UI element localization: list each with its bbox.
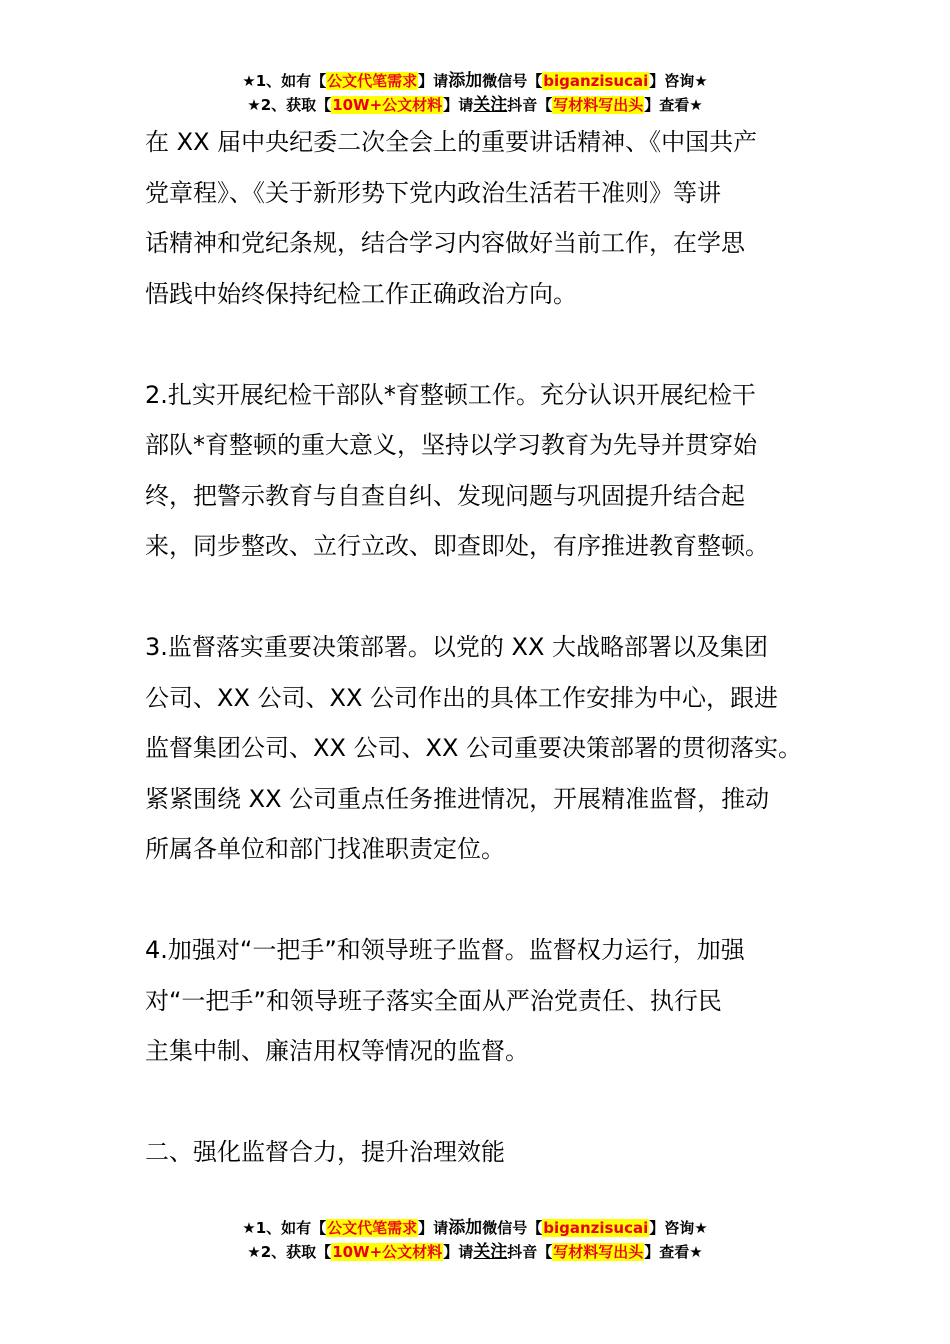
paragraph-1 bbox=[145, 117, 825, 319]
banner-line-1: ★1、如有【公文代笔需求】请添加微信号【biganzisucai】咨询★ bbox=[242, 1218, 708, 1238]
highlight-wechat-id: biganzisucai bbox=[543, 72, 649, 90]
highlight-douyin: 写材料写出头 bbox=[553, 1243, 644, 1261]
highlight-service: 公文代笔需求 bbox=[327, 1219, 418, 1237]
text-line: 党章程》、《关于新形势下党内政治生活若干准则》等讲 bbox=[145, 178, 721, 207]
text-line: 来，同步整改、立行立改、即查即处，有序推进教育整顿。 bbox=[145, 532, 769, 560]
text-line: 公司、XX 公司、XX 公司作出的具体工作安排为中心，跟进 bbox=[145, 683, 779, 712]
text-line: 2.扎实开展纪检干部队*育整顿工作。充分认识开展纪检干 bbox=[145, 380, 756, 409]
banner-line-2: ★2、获取【10W+公文材料】请关注抖音【写材料写出头】查看★ bbox=[247, 1242, 703, 1262]
text-line: 对“一把手”和领导班子落实全面从严治党责任、执行民 bbox=[145, 986, 722, 1015]
bottom-banner bbox=[0, 1217, 950, 1265]
text-line: 4.加强对“一把手”和领导班子监督。监督权力运行，加强 bbox=[145, 936, 745, 964]
paragraph-4 bbox=[145, 925, 825, 1077]
top-banner bbox=[0, 70, 950, 118]
text-line: 所属各单位和部门找准职责定位。 bbox=[145, 835, 505, 863]
highlight-materials: 10W+公文材料 bbox=[332, 96, 443, 114]
text-line: 监督集团公司、XX 公司、XX 公司重要决策部署的贯彻落实。 bbox=[145, 734, 803, 762]
highlight-materials: 10W+公文材料 bbox=[332, 1243, 443, 1261]
paragraph-3 bbox=[145, 622, 825, 875]
highlight-douyin: 写材料写出头 bbox=[553, 96, 644, 114]
section-heading: 二、强化监督合力，提升治理效能 bbox=[145, 1138, 505, 1166]
text-line: 话精神和党纪条规，结合学习内容做好当前工作，在学思 bbox=[145, 229, 745, 257]
text-line: 3.监督落实重要决策部署。以党的 XX 大战略部署以及集团 bbox=[145, 633, 769, 661]
text-line: 部队*育整顿的重大意义，坚持以学习教育为先导并贯穿始 bbox=[145, 431, 757, 459]
text-line: 终，把警示教育与自查自纠、发现问题与巩固提升结合起 bbox=[145, 481, 745, 510]
banner-line-1: ★1、如有【公文代笔需求】请添加微信号【biganzisucai】咨询★ bbox=[242, 71, 708, 91]
text-line: 悟践中始终保持纪检工作正确政治方向。 bbox=[145, 279, 577, 308]
document-body bbox=[145, 117, 825, 1178]
banner-line-2: ★2、获取【10W+公文材料】请关注抖音【写材料写出头】查看★ bbox=[247, 95, 703, 115]
paragraph-2 bbox=[145, 370, 825, 572]
highlight-wechat-id: biganzisucai bbox=[543, 1219, 649, 1237]
text-line: 紧紧围绕 XX 公司重点任务推进情况，开展精准监督，推动 bbox=[145, 784, 770, 813]
text-line: 主集中制、廉洁用权等情况的监督。 bbox=[145, 1037, 529, 1065]
highlight-service: 公文代笔需求 bbox=[327, 72, 418, 90]
text-line: 在 XX 届中央纪委二次全会上的重要讲话精神、《中国共产 bbox=[145, 128, 758, 156]
